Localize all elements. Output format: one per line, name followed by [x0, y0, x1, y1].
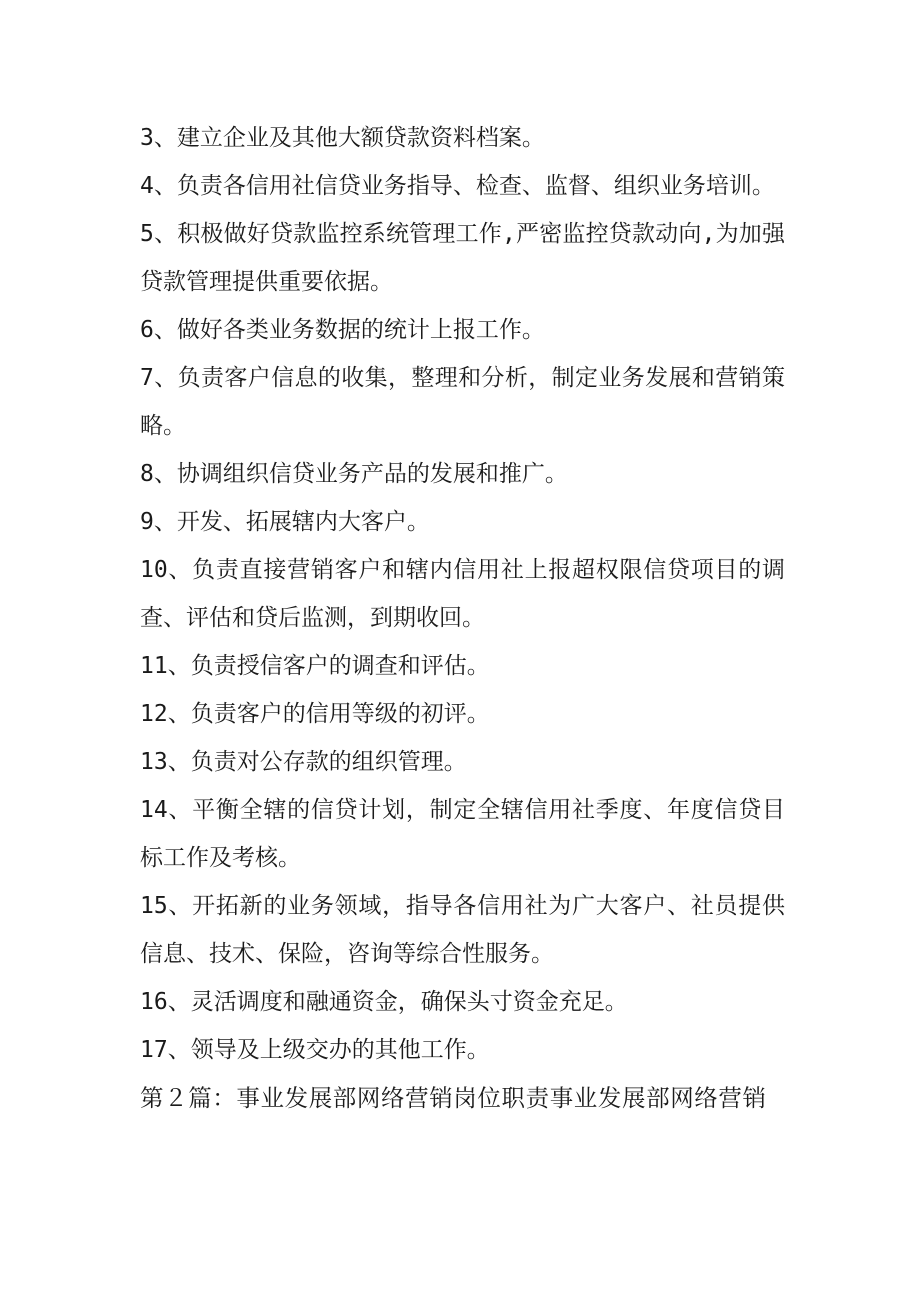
list-item: 5、积极做好贷款监控系统管理工作,严密监控贷款动向,为加强贷款管理提供重要依据。 [140, 221, 785, 295]
list-item: 3、建立企业及其他大额贷款资料档案。 [140, 125, 545, 151]
list-item: 6、做好各类业务数据的统计上报工作。 [140, 317, 545, 343]
list-item: 14、平衡全辖的信贷计划，制定全辖信用社季度、年度信贷目标工作及考核。 [140, 797, 785, 871]
list-item: 13、负责对公存款的组织管理。 [140, 749, 467, 775]
list-item: 15、开拓新的业务领域，指导各信用社为广大客户、社员提供信息、技术、保险，咨询等综合性服务。 [140, 893, 785, 967]
list-item: 4、负责各信用社信贷业务指导、检查、监督、组织业务培训。 [140, 173, 775, 199]
list-item: 10、负责直接营销客户和辖内信用社上报超权限信贷项目的调查、评估和贷后监测，到期收回。 [140, 557, 785, 631]
list-item: 8、协调组织信贷业务产品的发展和推广。 [140, 461, 568, 487]
list-item: 9、开发、拓展辖内大客户。 [140, 509, 430, 535]
list-item: 12、负责客户的信用等级的初评。 [140, 701, 490, 727]
list-item: 7、负责客户信息的收集，整理和分析，制定业务发展和营销策略。 [140, 365, 785, 439]
section-heading: 第２篇：事业发展部网络营销岗位职责事业发展部网络营销 [140, 1084, 767, 1112]
document-body [140, 114, 785, 1122]
list-item: 17、领导及上级交办的其他工作。 [140, 1037, 490, 1063]
list-item: 16、灵活调度和融通资金，确保头寸资金充足。 [140, 989, 628, 1015]
list-item: 11、负责授信客户的调查和评估。 [140, 653, 490, 679]
